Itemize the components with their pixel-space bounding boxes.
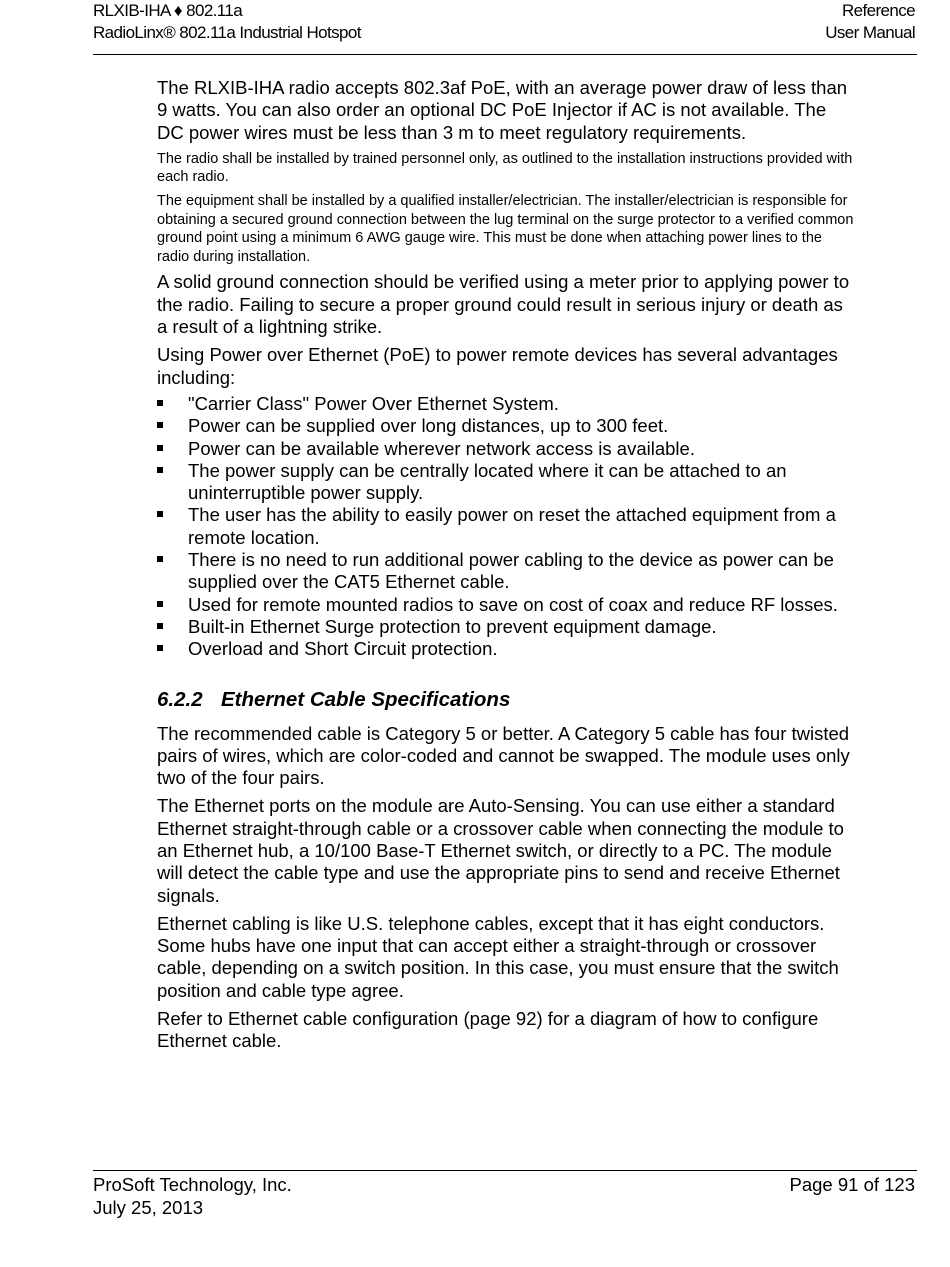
header-subtitle: RadioLinx® 802.11a Industrial Hotspot <box>93 23 361 42</box>
header-doc-type: User Manual <box>825 23 915 42</box>
footer-company: ProSoft Technology, Inc. <box>93 1174 292 1195</box>
advantages-list <box>157 393 857 661</box>
list-item: "Carrier Class" Power Over Ethernet System. <box>157 393 857 415</box>
paragraph-poe-advantages: Using Power over Ethernet (PoE) to power remote devices has several advantages including: <box>157 344 838 388</box>
paragraph-cabling: Ethernet cabling is like U.S. telephone cables, except that it has eight conductors. Some hubs have one input that can accept either a straight-through or crossover cable, depending on a switch position. In this case, you must ensure that the switch position and cable type agree. <box>157 912 839 1001</box>
footer-left <box>93 1174 292 1219</box>
list-item: There is no need to run additional power cabling to the device as power can be supplied over the CAT5 Ethernet cable. <box>157 549 857 594</box>
page-footer <box>93 1170 917 1218</box>
list-item: The user has the ability to easily power on reset the attached equipment from a remote location. <box>157 504 857 549</box>
header-left <box>93 0 361 44</box>
paragraph-auto-sensing: The Ethernet ports on the module are Auto-Sensing. You can use either a standard Ethernet straight-through cable or a crossover cable when connecting the module to an Ethernet hub, a 10/100 Base-T Ethernet switch, or directly to a PC. The module will detect the cable type and use the appropriate pins to send and receive Ethernet signals. <box>157 795 844 906</box>
header-product: RLXIB-IHA ♦ 802.11a <box>93 1 243 20</box>
paragraph-cable-category: The recommended cable is Category 5 or better. A Category 5 cable has four twisted pairs of wires, which are color-coded and cannot be swapped. The module uses only two of the four pairs. <box>157 722 850 789</box>
list-item: Power can be supplied over long distances, up to 300 feet. <box>157 415 857 437</box>
paragraph-poe-intro: The RLXIB-IHA radio accepts 802.3af PoE, with an average power draw of less than 9 watts. You can also order an optional DC PoE Injector if AC is not available. The DC power wires must be less than 3 m to meet regulatory requirements. <box>157 77 848 143</box>
list-item: Power can be available wherever network access is available. <box>157 438 857 460</box>
note-trained-personnel: The radio shall be installed by trained personnel only, as outlined to the installation instructions provided with each radio. <box>157 150 853 186</box>
list-item: Overload and Short Circuit protection. <box>157 638 857 660</box>
page-header <box>93 0 917 55</box>
header-right <box>825 0 915 44</box>
list-item: Built-in Ethernet Surge protection to prevent equipment damage. <box>157 616 857 638</box>
section-title: Ethernet Cable Specifications <box>221 687 511 711</box>
paragraph-ground-warning: A solid ground connection should be verified using a meter prior to applying power to the radio. Failing to secure a proper ground could result in serious injury or death as a result of a lightning strike. <box>157 271 850 338</box>
section-number: 6.2.2 <box>157 687 203 711</box>
list-item: The power supply can be centrally located where it can be attached to an uninterruptible power supply. <box>157 460 857 505</box>
footer-page-number: Page 91 of 123 <box>789 1174 915 1195</box>
header-section: Reference <box>841 1 915 20</box>
paragraph-cable-reference: Refer to Ethernet cable configuration (page 92) for a diagram of how to configure Ethernet cable. <box>157 1008 819 1052</box>
section-heading <box>157 687 857 713</box>
note-grounding: The equipment shall be installed by a qualified installer/electrician. The installer/electrician is responsible for obtaining a secured ground connection between the lug terminal on the surge protector to a verified common ground point using a minimum 6 AWG gauge wire. This must be done when attaching power lines to the radio during installation. <box>157 193 854 265</box>
footer-right <box>790 1174 916 1197</box>
page-body <box>157 77 857 1059</box>
footer-date: July 25, 2013 <box>93 1196 204 1218</box>
list-item: Used for remote mounted radios to save on cost of coax and reduce RF losses. <box>157 594 857 616</box>
